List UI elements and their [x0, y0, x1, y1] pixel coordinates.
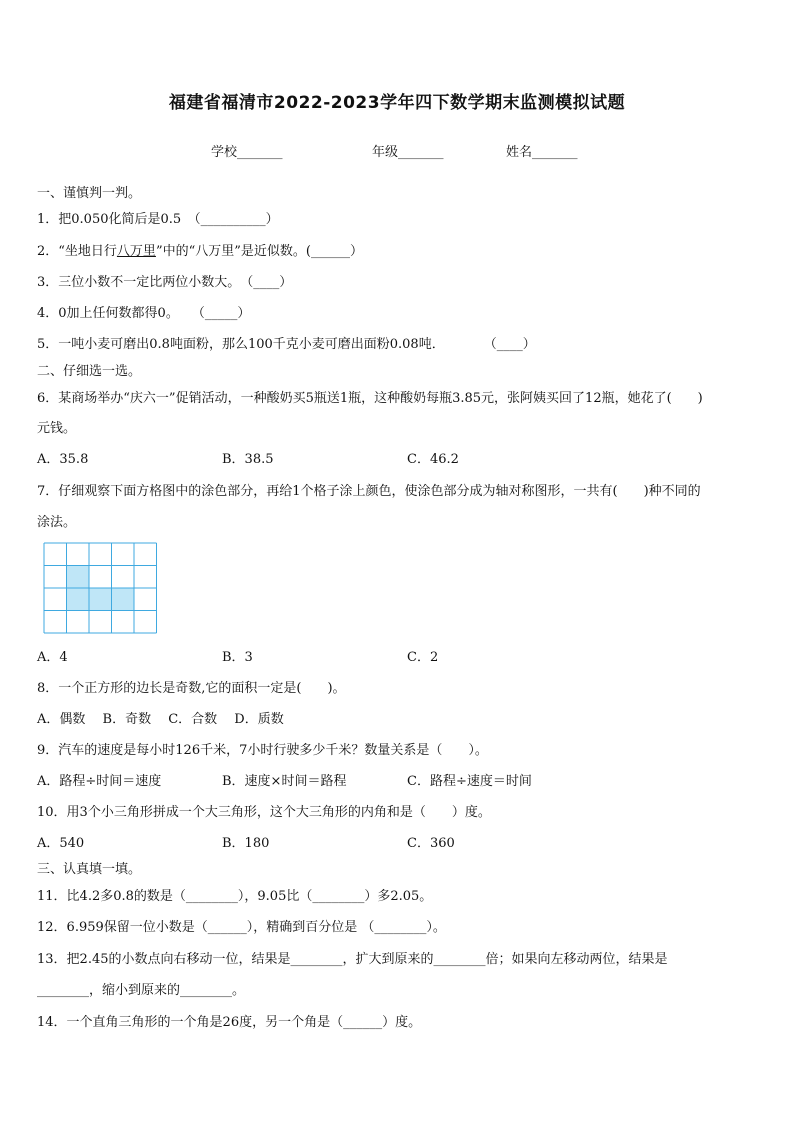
- question-11: 11．比4.2多0.8的数是（________），9.05比（________）多2.05。: [37, 889, 433, 904]
- q7-option-c[interactable]: C．2: [407, 650, 439, 665]
- section-heading-1: 一、谨慎判一判。: [37, 186, 142, 201]
- question-7-line-2: 涂法。: [37, 515, 77, 530]
- question-2-text: 2．“坐地日行: [37, 244, 117, 259]
- q6-option-a[interactable]: A．35.8: [37, 452, 89, 467]
- shaded-cell: [112, 588, 135, 611]
- q7-option-b[interactable]: B．3: [222, 650, 253, 665]
- grid-lines: [44, 543, 157, 633]
- q7-option-a[interactable]: A．4: [37, 650, 68, 665]
- section-heading-2: 二、仔细选一选。: [37, 364, 142, 379]
- question-8: 8．一个正方形的边长是奇数,它的面积一定是( )。: [37, 681, 346, 696]
- question-2-underlined: 八万里: [116, 244, 156, 259]
- q6-option-b[interactable]: B．38.5: [222, 452, 274, 467]
- q10-option-c[interactable]: C．360: [407, 836, 455, 851]
- question-12: 12．6.959保留一位小数是（______），精确到百分位是 （________）。: [37, 920, 446, 935]
- q9-option-a[interactable]: A．路程÷时间＝速度: [37, 774, 162, 789]
- question-7-line-1: 7．仔细观察下面方格图中的涂色部分，再给1个格子涂上颜色，使涂色部分成为轴对称图形，一共有( )种不同的: [37, 484, 701, 499]
- question-14: 14．一个直角三角形的一个角是26度，另一个角是（______）度。: [37, 1015, 422, 1030]
- question-13-line-2: ________，缩小到原来的________。: [37, 983, 246, 998]
- square-grid-figure: [43, 542, 159, 636]
- question-10: 10．用3个小三角形拼成一个大三角形，这个大三角形的内角和是（ ）度。: [37, 805, 491, 820]
- question-1: 1．把0.050化简后是0.5 （__________）: [37, 212, 279, 227]
- question-3: 3．三位小数不一定比两位小数大。 （____）: [37, 275, 293, 290]
- shaded-cell: [89, 588, 112, 611]
- question-9: 9．汽车的速度是每小时126千米，7小时行驶多少千米？数量关系是（ ）。: [37, 743, 488, 758]
- school-field[interactable]: 学校_______: [211, 145, 283, 160]
- name-field[interactable]: 姓名_______: [506, 145, 578, 160]
- shaded-cell: [67, 588, 90, 611]
- page-title: 福建省福清市2022-2023学年四下数学期末监测模拟试题: [168, 93, 626, 113]
- question-6-line-2: 元钱。: [37, 421, 77, 436]
- q10-option-a[interactable]: A．540: [37, 836, 85, 851]
- question-2-text-end: ”中的“八万里”是近似数。(______）: [155, 244, 363, 259]
- section-heading-3: 三、认真填一填。: [37, 862, 142, 877]
- question-5: 5．一吨小麦可磨出0.8吨面粉，那么100千克小麦可磨出面粉0.08吨． （____）: [37, 337, 536, 352]
- question-4: 4．0加上任何数都得0。 （_____）: [37, 306, 251, 321]
- q9-option-b[interactable]: B．速度×时间＝路程: [222, 774, 347, 789]
- question-6-line-1: 6．某商场举办“庆六一”促销活动，一种酸奶买5瓶送1瓶，这种酸奶每瓶3.85元，张阿姨买回了12瓶，她花了( ): [37, 391, 703, 406]
- question-13-line-1: 13．把2.45的小数点向右移动一位，结果是________，扩大到原来的________倍；如果向左移动两位，结果是: [37, 952, 668, 967]
- q6-option-c[interactable]: C．46.2: [407, 452, 459, 467]
- question-2: [37, 240, 363, 259]
- shaded-cell: [67, 566, 90, 589]
- q9-option-c[interactable]: C．路程÷速度＝时间: [407, 774, 532, 789]
- grade-field[interactable]: 年级_______: [372, 145, 444, 160]
- q8-options[interactable]: A．偶数 B．奇数 C．合数 D．质数: [37, 712, 284, 727]
- q10-option-b[interactable]: B．180: [222, 836, 270, 851]
